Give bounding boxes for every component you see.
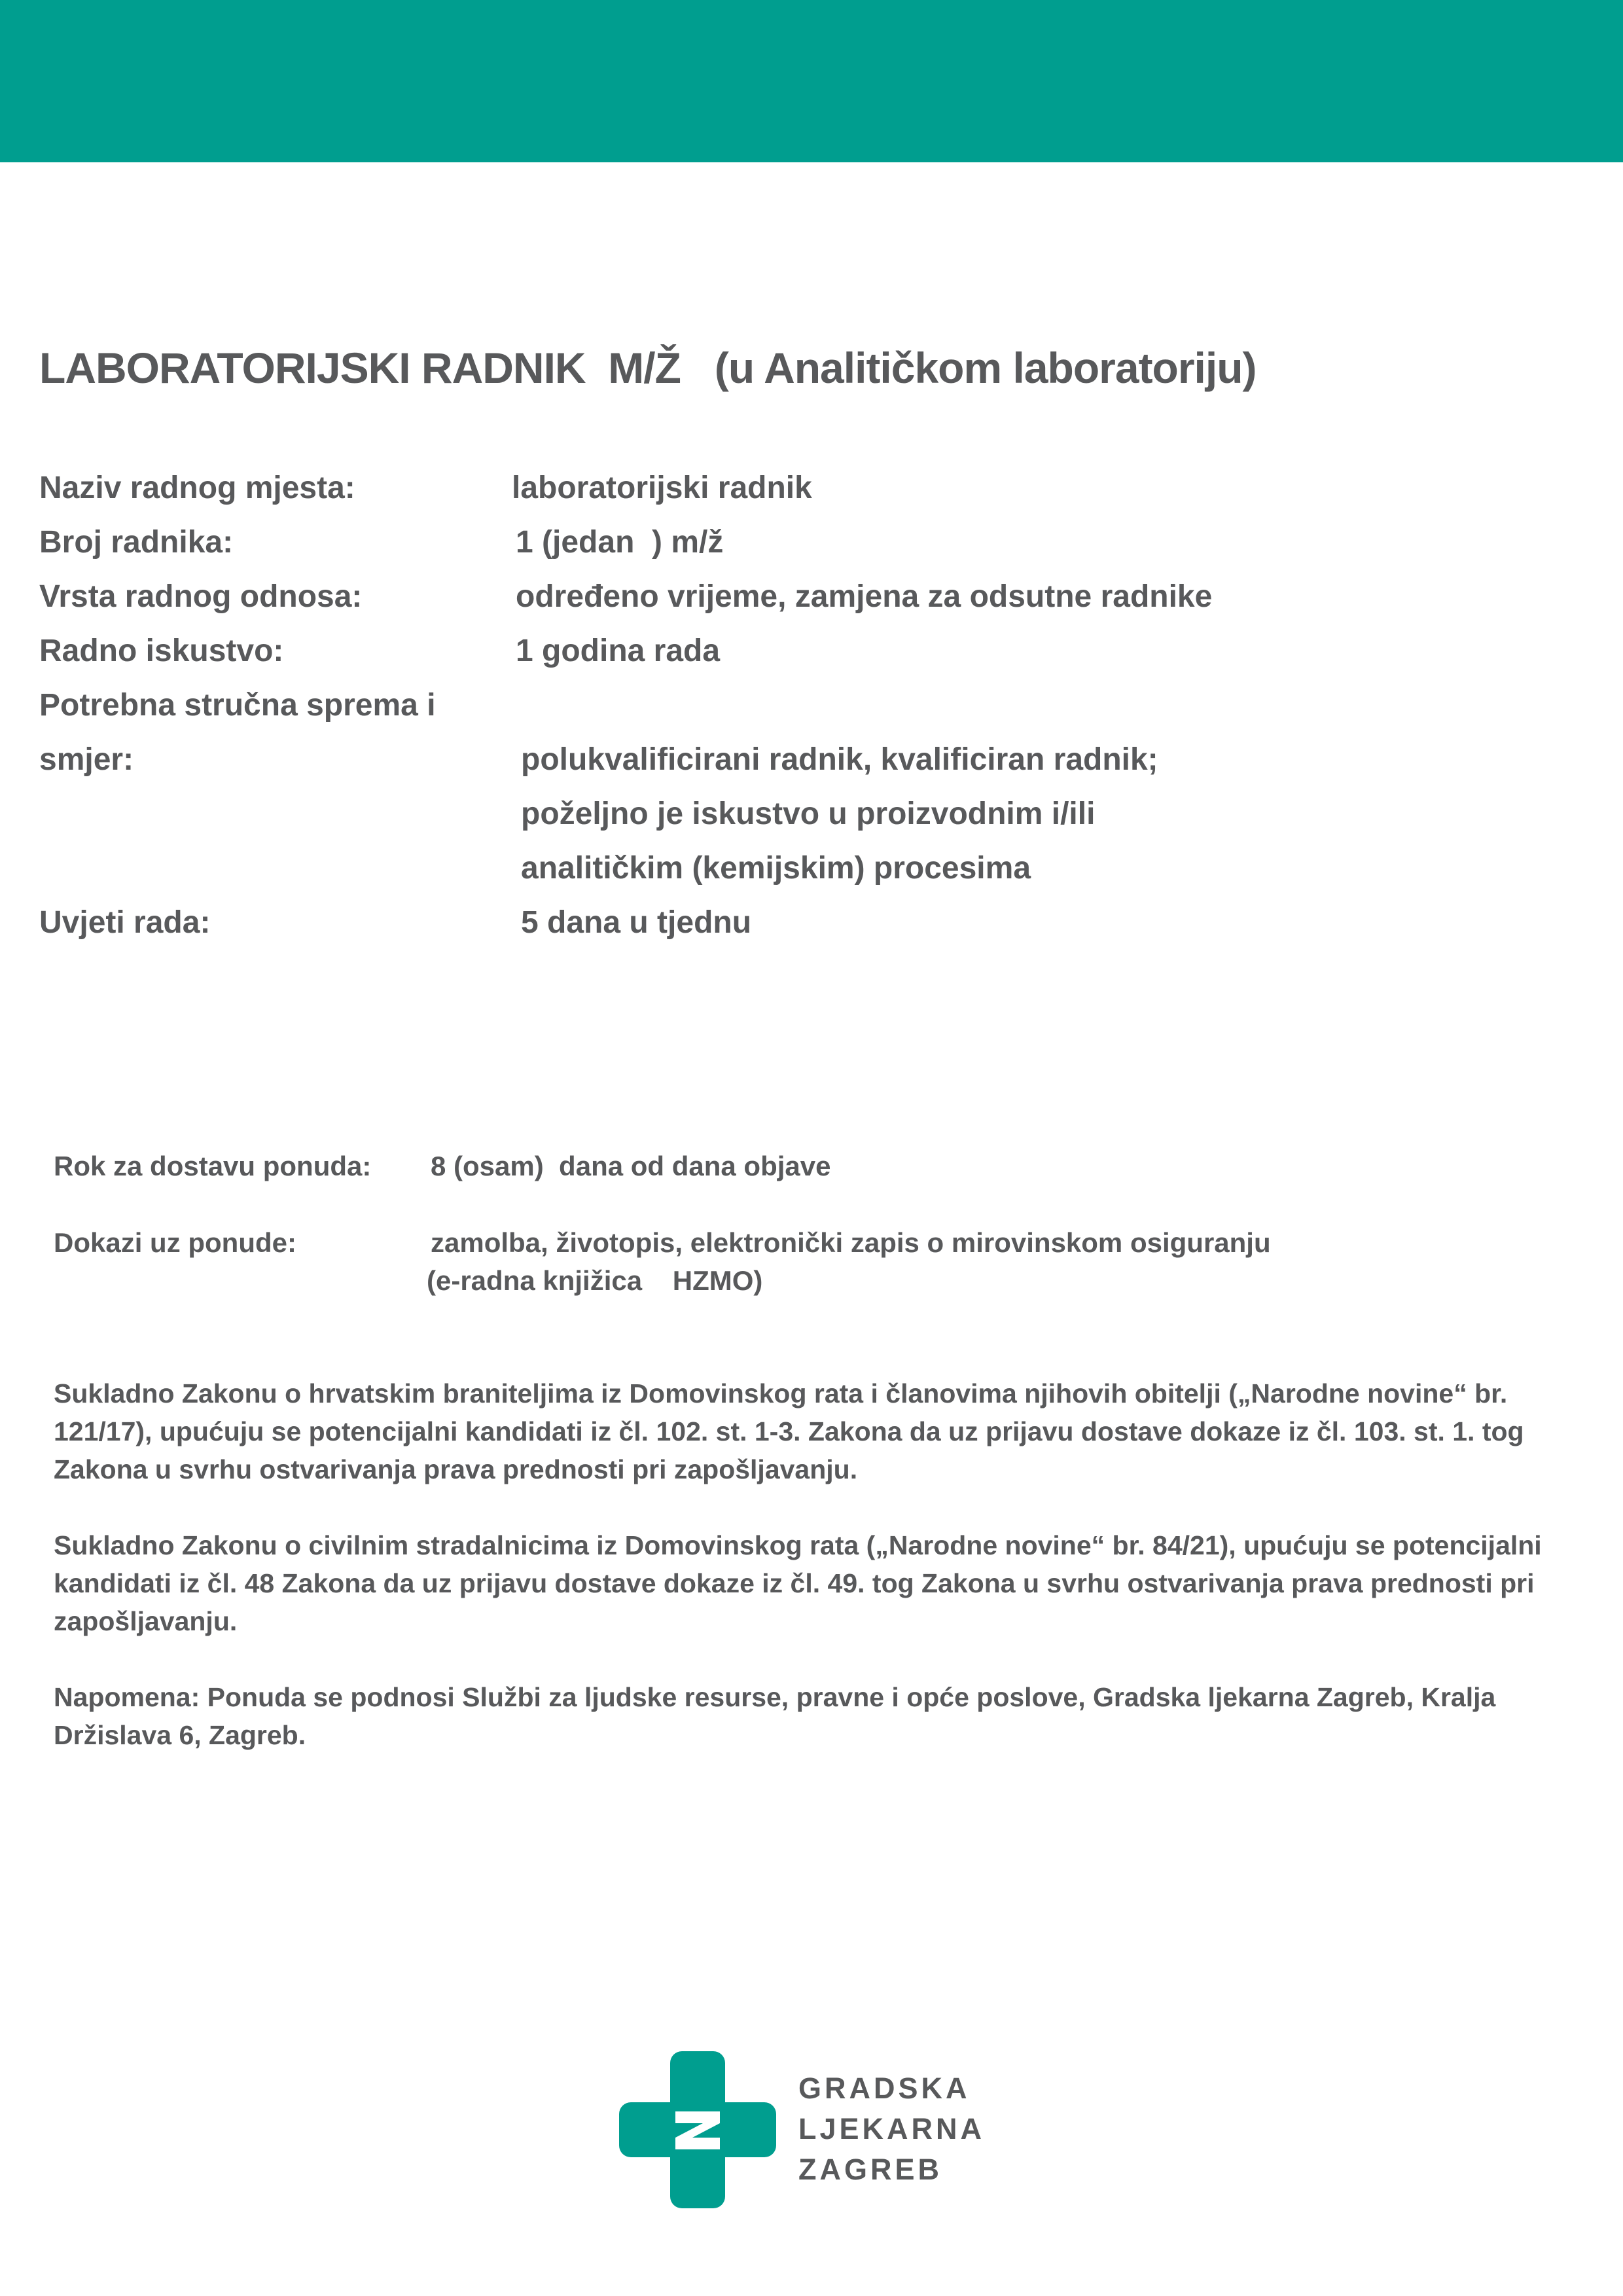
sprema-label-line2: smjer:: [39, 742, 134, 777]
naziv-value: laboratorijski radnik: [512, 471, 812, 505]
logo-line3: ZAGREB: [798, 2153, 942, 2186]
iskustvo-value: 1 godina rada: [516, 634, 721, 668]
paragraph-branitelji: Sukladno Zakonu o hrvatskim braniteljima iz Domovinskog rata i članovima njihovih obitelji („Narodne novine“ br. 121/17), upućuju se potencijalni kandidati iz čl. 102. st. 1-3. Zakona da uz prijavu dostave dokaze iz čl. 103. st. 1. tog Zakona u svrhu ostvarivanja prava prednosti pri zapošljavanju.: [54, 1378, 1524, 1484]
rok-label: Rok za dostavu ponuda:: [54, 1151, 372, 1181]
broj-label: Broj radnika:: [39, 525, 234, 560]
sprema-value-line2: poželjno je iskustvo u proizvodnim i/ili: [521, 797, 1096, 831]
rok-value: 8 (osam) dana od dana objave: [431, 1151, 831, 1181]
logo-wordmark: [798, 2068, 985, 2190]
header-band: [0, 0, 1623, 162]
sprema-value-line1: polukvalificirani radnik, kvalificiran radnik;: [521, 742, 1158, 777]
info-row-broj: [39, 515, 1584, 570]
paragraph-napomena: Napomena: Ponuda se podnosi Službi za ljudske resurse, pravne i opće poslove, Gradska ljekarna Zagreb, Kralja Držislava 6, Zagreb.: [54, 1682, 1496, 1750]
vrsta-value: određeno vrijeme, zamjena za odsutne radnike: [516, 579, 1213, 614]
dokazi-value-line2: (e-radna knjižica HZMO): [427, 1265, 763, 1296]
info-row-sprema-4: [39, 841, 1584, 896]
iskustvo-label: Radno iskustvo:: [39, 634, 284, 668]
logo-line1: GRADSKA: [798, 2072, 971, 2105]
broj-value: 1 (jedan ) m/ž: [516, 525, 724, 560]
dokazi-value-line1: zamolba, životopis, elektronički zapis o mirovinskom osiguranju: [431, 1227, 1271, 1258]
logo-line2: LJEKARNA: [798, 2112, 986, 2145]
info-row-naziv: [39, 461, 1584, 516]
sprema-label-line1: Potrebna stručna sprema i: [39, 688, 436, 723]
paragraph-civilni: Sukladno Zakonu o civilnim stradalnicima iz Domovinskog rata („Narodne novine“ br. 84/21), upućuju se potencijalni kandidati iz čl. 48 Zakona da uz prijavu dostave dokaze iz čl. 49. tog Zakona u svrhu ostvarivanja prava prednosti pri zapošljavanju.: [54, 1530, 1542, 1636]
vrsta-label: Vrsta radnog odnosa:: [39, 579, 363, 614]
sprema-value-line3: analitičkim (kemijskim) procesima: [521, 851, 1031, 886]
medical-cross-z-icon: [619, 2051, 776, 2208]
naziv-label: Naziv radnog mjesta:: [39, 471, 355, 505]
uvjeti-value: 5 dana u tjednu: [521, 905, 752, 940]
info-row-sprema-3: [39, 787, 1584, 842]
dokazi-label: Dokazi uz ponude:: [54, 1227, 296, 1258]
info-row-vrsta: [39, 569, 1584, 624]
page-title: LABORATORIJSKI RADNIK M/Ž (u Analitičkom laboratoriju): [39, 344, 1257, 392]
info-row-sprema-2: [39, 732, 1584, 787]
info-row-iskustvo: [39, 624, 1584, 679]
info-row-uvjeti: [39, 895, 1584, 950]
uvjeti-label: Uvjeti rada:: [39, 905, 211, 940]
info-row-sprema-1: [39, 678, 1584, 733]
